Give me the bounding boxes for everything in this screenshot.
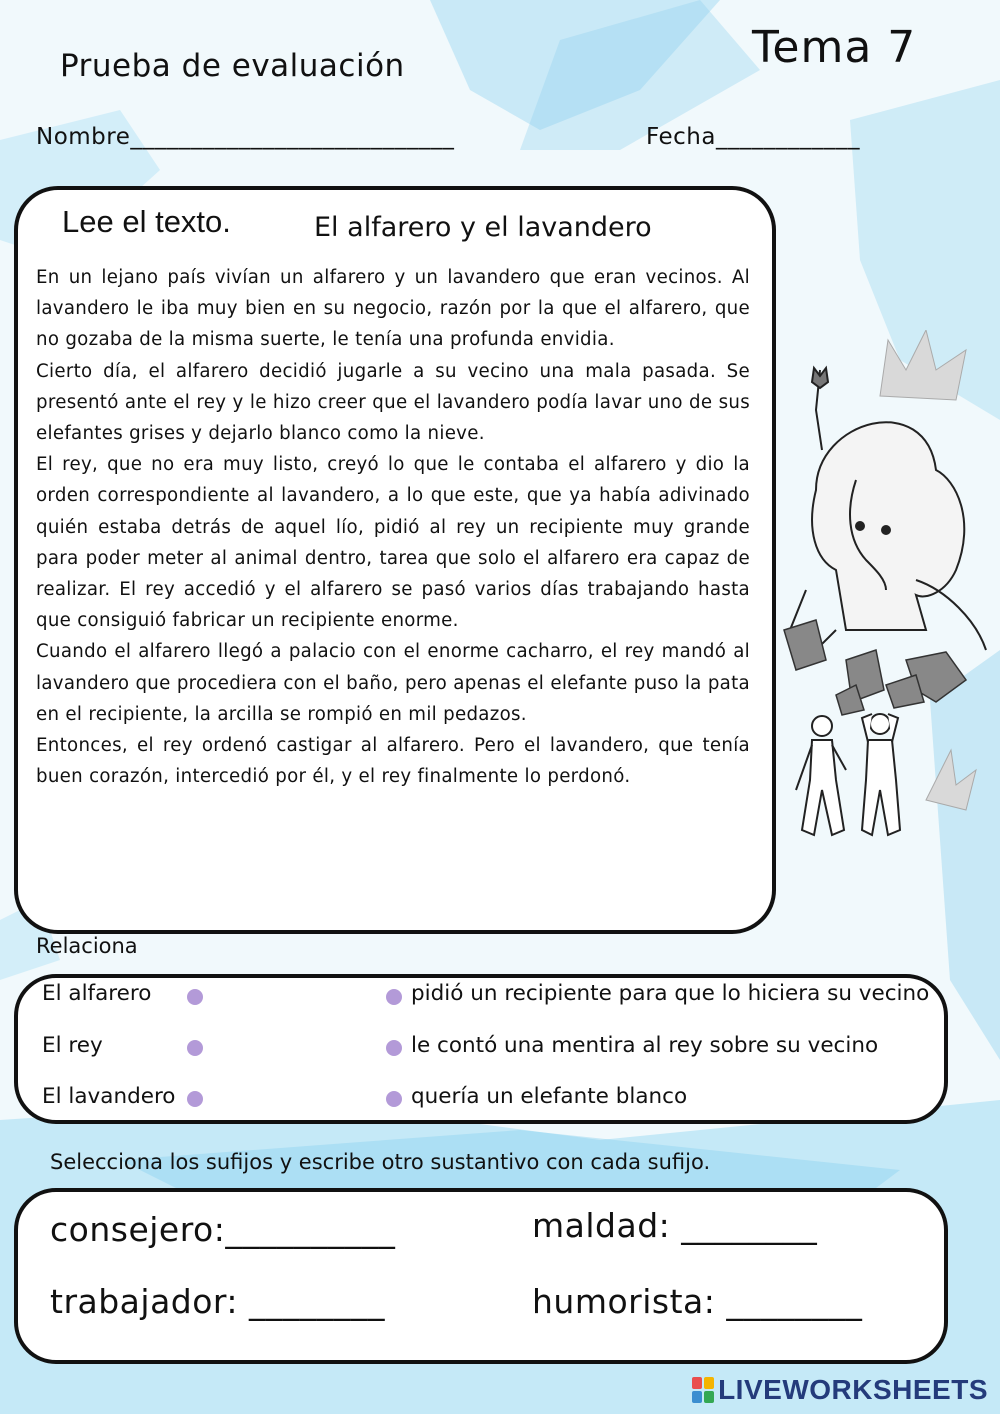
- match-dot-right[interactable]: [386, 989, 402, 1005]
- match-left-item: El alfarero: [42, 981, 152, 1006]
- match-left-item: El lavandero: [42, 1084, 176, 1109]
- story-paragraph: Entonces, el rey ordenó castigar al alfarero. Pero el lavandero, que tenía buen corazón, intercedió por él, y el rey finalmente lo perdonó.: [36, 735, 750, 788]
- reading-instruction: Lee el texto.: [62, 204, 231, 239]
- story-paragraph: En un lejano país vivían un alfarero y un lavandero que eran vecinos. Al lavandero le iba muy bien en su negocio, razón por la que el alfarero, que no gozaba de la misma suerte, le tenía una profunda envidia.: [36, 267, 750, 351]
- sufijo-answer-field[interactable]: consejero:__________: [50, 1210, 396, 1249]
- sufijo-answer-field[interactable]: humorista: ________: [532, 1282, 863, 1321]
- liveworksheets-icon: [692, 1377, 714, 1403]
- elephant-illustration: [776, 330, 1000, 870]
- story-title: El alfarero y el lavandero: [314, 212, 652, 243]
- match-left-item: El rey: [42, 1033, 103, 1058]
- match-dot-left[interactable]: [187, 1040, 203, 1056]
- story-paragraph: Cuando el alfarero llegó a palacio con el enorme cacharro, el rey mandó al lavandero que procediera con el baño, pero apenas el elefante puso la pata en el recipiente, la arcilla se rompió en mil pedazos.: [36, 641, 750, 725]
- match-dot-left[interactable]: [187, 989, 203, 1005]
- match-dot-right[interactable]: [386, 1040, 402, 1056]
- match-dot-right[interactable]: [386, 1091, 402, 1107]
- relaciona-label: Relaciona: [36, 934, 138, 958]
- story-paragraph: Cierto día, el alfarero decidió jugarle a su vecino una mala pasada. Se presentó ante el rey y le hizo creer que el lavandero podía lavar uno de sus elefantes grises y dejarlo blanco como la nieve.: [36, 360, 750, 445]
- nombre-field: Nombre___________________________: [36, 124, 455, 150]
- tema-title: Tema 7: [752, 22, 917, 73]
- page-subtitle: Prueba de evaluación: [60, 48, 405, 84]
- match-right-item: le contó una mentira al rey sobre su vecino: [411, 1033, 879, 1058]
- fecha-field: Fecha____________: [646, 124, 860, 150]
- sufijo-answer-field[interactable]: maldad: ________: [532, 1206, 818, 1245]
- match-right-item: quería un elefante blanco: [411, 1084, 688, 1109]
- match-dot-left[interactable]: [187, 1091, 203, 1107]
- match-right-item: pidió un recipiente para que lo hiciera su vecino: [411, 981, 930, 1006]
- story-paragraph: El rey, que no era muy listo, creyó lo que le contaba el alfarero y dio la orden correspondiente al lavandero, a lo que este, que ya había adivinado quién estaba detrás de aquel lío, pidió al rey un recipiente muy grande para poder meter al animal dentro, tarea que solo el alfarero era capaz de realizar. El rey accedió y el alfarero se pasó varios días trabajando hasta que consiguió fabricar un recipiente enorme.: [36, 454, 750, 632]
- sufijo-answer-field[interactable]: trabajador: ________: [50, 1282, 386, 1321]
- sufijos-instruction: Selecciona los sufijos y escribe otro sustantivo con cada sufijo.: [50, 1150, 711, 1174]
- liveworksheets-logo: [692, 1374, 988, 1406]
- liveworksheets-text: LIVEWORKSHEETS: [718, 1374, 988, 1405]
- story-text: [36, 262, 750, 792]
